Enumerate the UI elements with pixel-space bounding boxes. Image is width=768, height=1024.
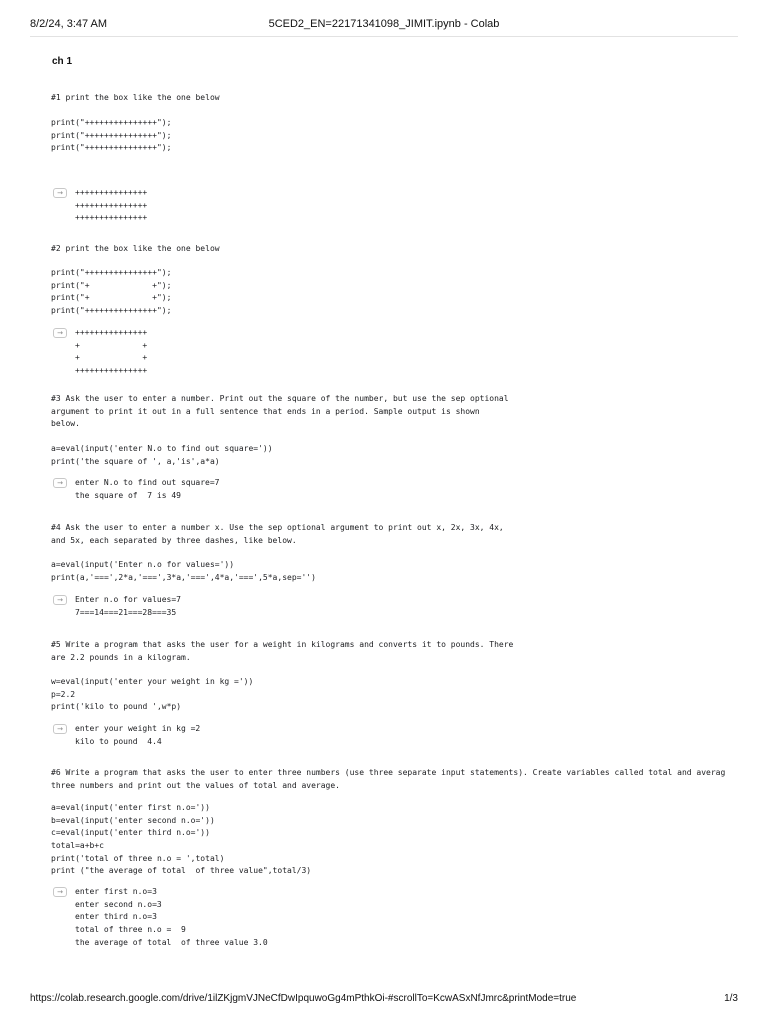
section-heading: ch 1 <box>52 56 73 67</box>
text-line: total=a+b+c <box>51 841 104 851</box>
q6-text-cell <box>51 767 751 792</box>
text-line: the square of 7 is 49 <box>75 490 181 500</box>
text-line: kilo to pound 4.4 <box>75 736 162 746</box>
text-line: enter N.o to find out square=7 <box>75 478 220 487</box>
q6-code-cell[interactable] <box>51 802 751 878</box>
q1-code-cell[interactable] <box>51 117 751 155</box>
text-line: print('total of three n.o = ',total) <box>51 853 225 863</box>
text-line: +++++++++++++++ <box>75 200 148 210</box>
text-line: a=eval(input('enter N.o to find out square=')) <box>51 444 273 453</box>
text-line: print ("the average of total of three value",total/3) <box>51 866 312 876</box>
text-line: and 5x, each separated by three dashes, like below. <box>51 535 297 545</box>
text-line: print(a,'===',2*a,'===',3*a,'===',4*a,'===',5*a,sep='') <box>51 572 316 582</box>
text-line: print('kilo to pound ',w*p) <box>51 702 182 712</box>
document-title: 5CED2_EN=22171341098_JIMIT.ipynb - Colab <box>268 18 500 30</box>
output-icon[interactable]: → <box>53 595 67 605</box>
text-line: +++++++++++++++ <box>75 213 148 223</box>
q2-output-body <box>75 327 147 378</box>
q4-output-body <box>75 594 181 619</box>
output-icon[interactable]: → <box>53 328 67 338</box>
text-line: #5 Write a program that asks the user for a weight in kilograms and converts it to pounds. There <box>51 640 514 649</box>
text-line: print("+++++++++++++++"); <box>51 130 172 140</box>
q1-output-body <box>75 187 147 225</box>
q2-code-cell[interactable] <box>51 267 751 318</box>
text-line: +++++++++++++++ <box>75 188 148 197</box>
print-header <box>30 18 738 34</box>
text-line: enter second n.o=3 <box>75 899 162 909</box>
text-line: print("+ +"); <box>51 280 172 290</box>
text-line: enter your weight in kg =2 <box>75 724 201 733</box>
text-line: #1 print the box like the one below <box>51 93 220 102</box>
q6-output-body <box>75 886 268 949</box>
text-line: +++++++++++++++ <box>75 328 148 337</box>
text-line: #4 Ask the user to enter a number x. Use the sep optional argument to print out x, 2x, 3x, 4x, <box>51 523 504 532</box>
text-line: #6 Write a program that asks the user to enter three numbers (use three separate input statements). Create variables called total and averag <box>51 768 726 777</box>
text-line: enter third n.o=3 <box>75 912 157 922</box>
print-datetime: 8/2/24, 3:47 AM <box>30 18 108 30</box>
output-icon[interactable]: → <box>53 724 67 734</box>
text-line: print("+++++++++++++++"); <box>51 268 172 277</box>
text-line: #3 Ask the user to enter a number. Print out the square of the number, but use the sep optional <box>51 394 509 403</box>
q5-output-body <box>75 723 200 748</box>
text-line: a=eval(input('Enter n.o for values=')) <box>51 560 235 569</box>
q3-text-cell <box>51 393 751 431</box>
text-line: #2 print the box like the one below <box>51 244 220 253</box>
header-divider <box>30 36 738 37</box>
text-line: print('the square of ', a,'is',a*a) <box>51 456 220 466</box>
text-line: w=eval(input('enter your weight in kg =')) <box>51 677 254 686</box>
text-line: are 2.2 pounds in a kilogram. <box>51 652 191 662</box>
text-line: a=eval(input('enter first n.o=')) <box>51 803 210 812</box>
text-line: print("+++++++++++++++"); <box>51 118 172 127</box>
text-line: enter first n.o=3 <box>75 887 157 896</box>
output-icon[interactable]: → <box>53 188 67 198</box>
q4-code-cell[interactable] <box>51 559 751 584</box>
text-line: c=eval(input('enter third n.o=')) <box>51 828 210 838</box>
text-line: + + <box>75 340 148 350</box>
text-line: b=eval(input('enter second n.o=')) <box>51 815 215 825</box>
footer-url: https://colab.research.google.com/drive/1ilZKjgmVJNeCfDwIpquwoGg4mPthkOi-#scrollTo=KcwASxNfJmrc&printMode=true <box>30 993 577 1004</box>
q2-text-cell <box>51 243 751 256</box>
q1-text-cell <box>51 92 751 105</box>
text-line: print("+ +"); <box>51 293 172 303</box>
text-line: three numbers and print out the values of total and average. <box>51 780 340 790</box>
q3-output-body <box>75 477 220 502</box>
text-line: argument to print it out in a full sentence that ends in a period. Sample output is shown <box>51 406 480 416</box>
text-line: the average of total of three value 3.0 <box>75 937 268 947</box>
text-line: p=2.2 <box>51 689 76 699</box>
text-line: Enter n.o for values=7 <box>75 595 181 604</box>
output-icon[interactable]: → <box>53 887 67 897</box>
q4-text-cell <box>51 522 751 547</box>
text-line: + + <box>75 353 148 363</box>
q5-text-cell <box>51 639 751 664</box>
output-icon[interactable]: → <box>53 478 67 488</box>
page-number: 1/3 <box>724 993 738 1004</box>
text-line: print("+++++++++++++++"); <box>51 143 172 153</box>
text-line: print("+++++++++++++++"); <box>51 306 172 316</box>
text-line: below. <box>51 419 80 429</box>
text-line: +++++++++++++++ <box>75 366 148 376</box>
q5-code-cell[interactable] <box>51 676 751 714</box>
text-line: total of three n.o = 9 <box>75 925 186 935</box>
q3-code-cell[interactable] <box>51 443 751 468</box>
text-line: 7===14===21===28===35 <box>75 607 177 617</box>
